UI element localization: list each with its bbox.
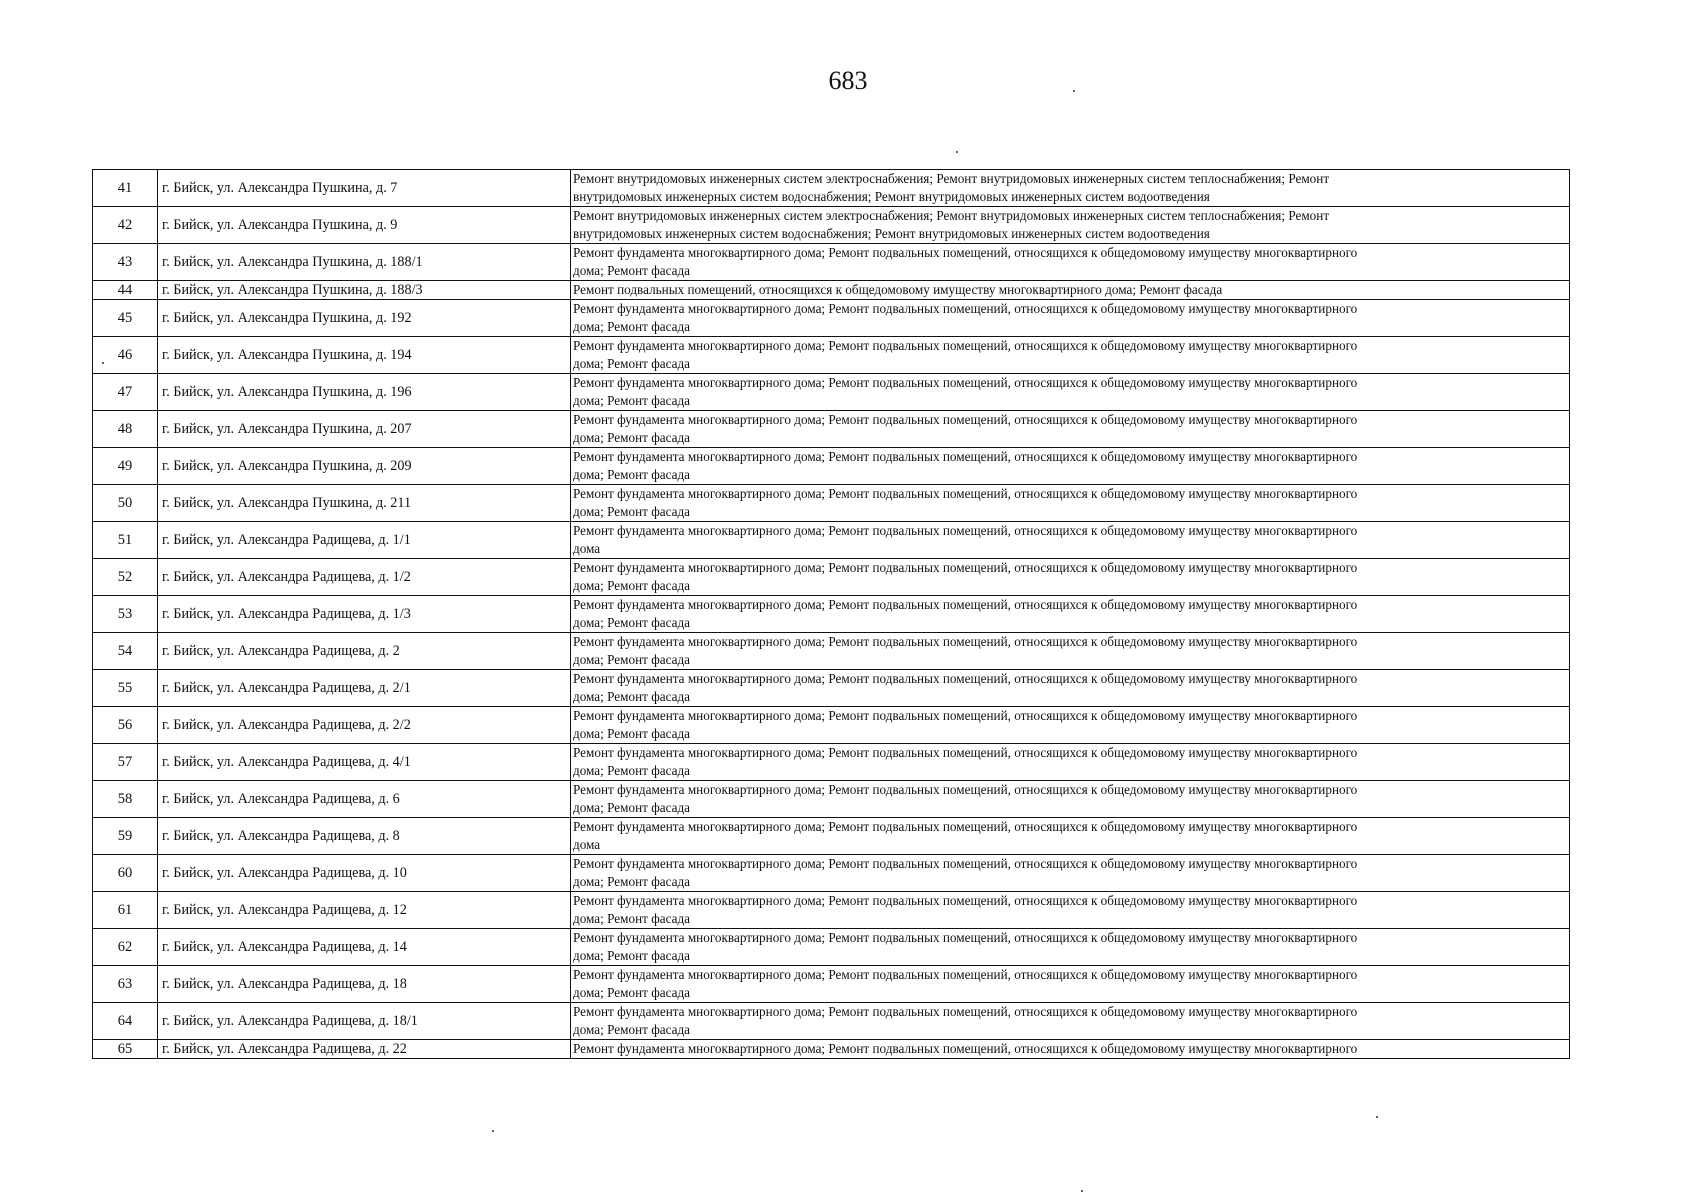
work-line: Ремонт фундамента многоквартирного дома; Ремонт подвальных помещений, относящихся к общедомовому имуществу многоквартирного (573, 523, 1358, 538)
work-line: дома; Ремонт фасада (573, 800, 691, 815)
row-address: г. Бийск, ул. Александра Радищева, д. 4/1 (158, 744, 571, 781)
repair-table (92, 169, 1570, 1059)
row-address: г. Бийск, ул. Александра Радищева, д. 10 (158, 855, 571, 892)
row-address: г. Бийск, ул. Александра Пушкина, д. 7 (158, 170, 571, 207)
row-work-list (571, 707, 1570, 744)
work-line: Ремонт фундамента многоквартирного дома; Ремонт подвальных помещений, относящихся к общедомовому имуществу многоквартирного (573, 1041, 1358, 1056)
table-row (93, 633, 1570, 670)
row-work-list (571, 1040, 1570, 1059)
row-work-list (571, 337, 1570, 374)
row-address: г. Бийск, ул. Александра Радищева, д. 2/1 (158, 670, 571, 707)
scan-speck (1073, 90, 1075, 92)
work-line: дома; Ремонт фасада (573, 615, 691, 630)
scan-speck (492, 1130, 494, 1132)
row-number: 55 (93, 670, 158, 707)
work-line: Ремонт внутридомовых инженерных систем электроснабжения; Ремонт внутридомовых инженерных систем теплоснабжения; Ремонт (573, 208, 1330, 223)
row-address: г. Бийск, ул. Александра Пушкина, д. 207 (158, 411, 571, 448)
row-address: г. Бийск, ул. Александра Пушкина, д. 9 (158, 207, 571, 244)
table-row (93, 207, 1570, 244)
work-line: внутридомовых инженерных систем водоснабжения; Ремонт внутридомовых инженерных систем водоотведения (573, 226, 1210, 241)
row-number: 53 (93, 596, 158, 633)
work-line: дома; Ремонт фасада (573, 948, 691, 963)
work-line: Ремонт фундамента многоквартирного дома; Ремонт подвальных помещений, относящихся к общедомовому имуществу многоквартирного (573, 967, 1358, 982)
row-work-list (571, 244, 1570, 281)
row-work-list (571, 781, 1570, 818)
row-number: 43 (93, 244, 158, 281)
row-work-list (571, 892, 1570, 929)
row-number: 62 (93, 929, 158, 966)
row-number: 51 (93, 522, 158, 559)
repair-table-body (93, 170, 1570, 1059)
row-address: г. Бийск, ул. Александра Пушкина, д. 188/1 (158, 244, 571, 281)
page-number: 683 (828, 66, 868, 95)
work-line: Ремонт фундамента многоквартирного дома; Ремонт подвальных помещений, относящихся к общедомовому имуществу многоквартирного (573, 893, 1358, 908)
row-number: 64 (93, 1003, 158, 1040)
work-line: Ремонт фундамента многоквартирного дома; Ремонт подвальных помещений, относящихся к общедомовому имуществу многоквартирного (573, 856, 1358, 871)
row-work-list (571, 929, 1570, 966)
table-row (93, 300, 1570, 337)
row-number: 42 (93, 207, 158, 244)
row-address: г. Бийск, ул. Александра Пушкина, д. 211 (158, 485, 571, 522)
work-line: Ремонт фундамента многоквартирного дома; Ремонт подвальных помещений, относящихся к общедомовому имуществу многоквартирного (573, 560, 1358, 575)
work-line: Ремонт фундамента многоквартирного дома; Ремонт подвальных помещений, относящихся к общедомовому имуществу многоквартирного (573, 486, 1358, 501)
table-row (93, 966, 1570, 1003)
scan-speck (1081, 1190, 1083, 1192)
work-line: дома; Ремонт фасада (573, 689, 691, 704)
work-line: Ремонт фундамента многоквартирного дома; Ремонт подвальных помещений, относящихся к общедомовому имуществу многоквартирного (573, 597, 1358, 612)
work-line: дома; Ремонт фасада (573, 430, 691, 445)
row-number: 61 (93, 892, 158, 929)
work-line: дома; Ремонт фасада (573, 578, 691, 593)
work-line: Ремонт фундамента многоквартирного дома; Ремонт подвальных помещений, относящихся к общедомовому имуществу многоквартирного (573, 245, 1358, 260)
work-line: Ремонт фундамента многоквартирного дома; Ремонт подвальных помещений, относящихся к общедомовому имуществу многоквартирного (573, 671, 1358, 686)
table-row (93, 337, 1570, 374)
table-row (93, 855, 1570, 892)
row-address: г. Бийск, ул. Александра Радищева, д. 2 (158, 633, 571, 670)
table-row (93, 559, 1570, 596)
row-work-list (571, 670, 1570, 707)
row-work-list (571, 522, 1570, 559)
work-line: дома (573, 541, 601, 556)
row-address: г. Бийск, ул. Александра Радищева, д. 1/2 (158, 559, 571, 596)
row-number: 58 (93, 781, 158, 818)
row-work-list (571, 448, 1570, 485)
row-number: 60 (93, 855, 158, 892)
row-number: 49 (93, 448, 158, 485)
row-address: г. Бийск, ул. Александра Радищева, д. 18/1 (158, 1003, 571, 1040)
row-work-list (571, 300, 1570, 337)
row-work-list (571, 170, 1570, 207)
table-row (93, 929, 1570, 966)
row-address: г. Бийск, ул. Александра Пушкина, д. 209 (158, 448, 571, 485)
row-number: 47 (93, 374, 158, 411)
work-line: Ремонт фундамента многоквартирного дома; Ремонт подвальных помещений, относящихся к общедомовому имуществу многоквартирного (573, 449, 1358, 464)
row-number: 56 (93, 707, 158, 744)
row-address: г. Бийск, ул. Александра Радищева, д. 14 (158, 929, 571, 966)
work-line: Ремонт фундамента многоквартирного дома; Ремонт подвальных помещений, относящихся к общедомовому имуществу многоквартирного (573, 301, 1358, 316)
table-row (93, 670, 1570, 707)
work-line: дома; Ремонт фасада (573, 504, 691, 519)
scan-speck (102, 362, 104, 364)
table-row (93, 244, 1570, 281)
scan-speck (956, 151, 958, 153)
row-address: г. Бийск, ул. Александра Радищева, д. 1/1 (158, 522, 571, 559)
table-row (93, 170, 1570, 207)
work-line: дома (573, 837, 601, 852)
work-line: Ремонт подвальных помещений, относящихся к общедомовому имуществу многоквартирного дома; Ремонт фасада (573, 282, 1223, 297)
row-work-list (571, 207, 1570, 244)
work-line: дома; Ремонт фасада (573, 319, 691, 334)
table-row (93, 411, 1570, 448)
scan-speck (1376, 1116, 1378, 1118)
row-work-list (571, 281, 1570, 300)
work-line: Ремонт фундамента многоквартирного дома; Ремонт подвальных помещений, относящихся к общедомовому имуществу многоквартирного (573, 819, 1358, 834)
row-work-list (571, 855, 1570, 892)
work-line: дома; Ремонт фасада (573, 263, 691, 278)
work-line: Ремонт внутридомовых инженерных систем электроснабжения; Ремонт внутридомовых инженерных систем теплоснабжения; Ремонт (573, 171, 1330, 186)
work-line: дома; Ремонт фасада (573, 726, 691, 741)
work-line: дома; Ремонт фасада (573, 393, 691, 408)
work-line: Ремонт фундамента многоквартирного дома; Ремонт подвальных помещений, относящихся к общедомовому имуществу многоквартирного (573, 338, 1358, 353)
row-address: г. Бийск, ул. Александра Радищева, д. 2/2 (158, 707, 571, 744)
table-row (93, 892, 1570, 929)
work-line: Ремонт фундамента многоквартирного дома; Ремонт подвальных помещений, относящихся к общедомовому имуществу многоквартирного (573, 782, 1358, 797)
row-address: г. Бийск, ул. Александра Пушкина, д. 196 (158, 374, 571, 411)
table-row (93, 707, 1570, 744)
table-row (93, 744, 1570, 781)
row-work-list (571, 559, 1570, 596)
row-work-list (571, 633, 1570, 670)
row-address: г. Бийск, ул. Александра Пушкина, д. 188/3 (158, 281, 571, 300)
work-line: дома; Ремонт фасада (573, 356, 691, 371)
table-row (93, 1040, 1570, 1059)
work-line: Ремонт фундамента многоквартирного дома; Ремонт подвальных помещений, относящихся к общедомовому имуществу многоквартирного (573, 634, 1358, 649)
row-address: г. Бийск, ул. Александра Радищева, д. 12 (158, 892, 571, 929)
work-line: Ремонт фундамента многоквартирного дома; Ремонт подвальных помещений, относящихся к общедомовому имуществу многоквартирного (573, 1004, 1358, 1019)
work-line: дома; Ремонт фасада (573, 985, 691, 1000)
row-work-list (571, 596, 1570, 633)
row-number: 52 (93, 559, 158, 596)
work-line: Ремонт фундамента многоквартирного дома; Ремонт подвальных помещений, относящихся к общедомовому имуществу многоквартирного (573, 375, 1358, 390)
table-row (93, 522, 1570, 559)
row-work-list (571, 411, 1570, 448)
table-row (93, 281, 1570, 300)
work-line: Ремонт фундамента многоквартирного дома; Ремонт подвальных помещений, относящихся к общедомовому имуществу многоквартирного (573, 745, 1358, 760)
row-address: г. Бийск, ул. Александра Радищева, д. 22 (158, 1040, 571, 1059)
row-number: 45 (93, 300, 158, 337)
row-address: г. Бийск, ул. Александра Пушкина, д. 192 (158, 300, 571, 337)
work-line: дома; Ремонт фасада (573, 467, 691, 482)
table-row (93, 374, 1570, 411)
row-address: г. Бийск, ул. Александра Радищева, д. 6 (158, 781, 571, 818)
work-line: Ремонт фундамента многоквартирного дома; Ремонт подвальных помещений, относящихся к общедомовому имуществу многоквартирного (573, 708, 1358, 723)
table-row (93, 818, 1570, 855)
row-work-list (571, 744, 1570, 781)
work-line: дома; Ремонт фасада (573, 911, 691, 926)
row-number: 48 (93, 411, 158, 448)
table-row (93, 1003, 1570, 1040)
row-number: 63 (93, 966, 158, 1003)
work-line: дома; Ремонт фасада (573, 763, 691, 778)
row-work-list (571, 374, 1570, 411)
row-number: 54 (93, 633, 158, 670)
row-work-list (571, 1003, 1570, 1040)
row-number: 57 (93, 744, 158, 781)
work-line: Ремонт фундамента многоквартирного дома; Ремонт подвальных помещений, относящихся к общедомовому имуществу многоквартирного (573, 412, 1358, 427)
row-number: 65 (93, 1040, 158, 1059)
table-row (93, 781, 1570, 818)
row-number: 50 (93, 485, 158, 522)
work-line: дома; Ремонт фасада (573, 1022, 691, 1037)
repair-table-container (92, 169, 1569, 1059)
table-row (93, 596, 1570, 633)
row-work-list (571, 966, 1570, 1003)
row-number: 46 (93, 337, 158, 374)
row-address: г. Бийск, ул. Александра Пушкина, д. 194 (158, 337, 571, 374)
work-line: дома; Ремонт фасада (573, 652, 691, 667)
row-address: г. Бийск, ул. Александра Радищева, д. 8 (158, 818, 571, 855)
row-work-list (571, 818, 1570, 855)
row-work-list (571, 485, 1570, 522)
work-line: Ремонт фундамента многоквартирного дома; Ремонт подвальных помещений, относящихся к общедомовому имуществу многоквартирного (573, 930, 1358, 945)
work-line: внутридомовых инженерных систем водоснабжения; Ремонт внутридомовых инженерных систем водоотведения (573, 189, 1210, 204)
row-number: 41 (93, 170, 158, 207)
work-line: дома; Ремонт фасада (573, 874, 691, 889)
row-address: г. Бийск, ул. Александра Радищева, д. 1/3 (158, 596, 571, 633)
table-row (93, 448, 1570, 485)
table-row (93, 485, 1570, 522)
row-number: 59 (93, 818, 158, 855)
row-address: г. Бийск, ул. Александра Радищева, д. 18 (158, 966, 571, 1003)
row-number: 44 (93, 281, 158, 300)
